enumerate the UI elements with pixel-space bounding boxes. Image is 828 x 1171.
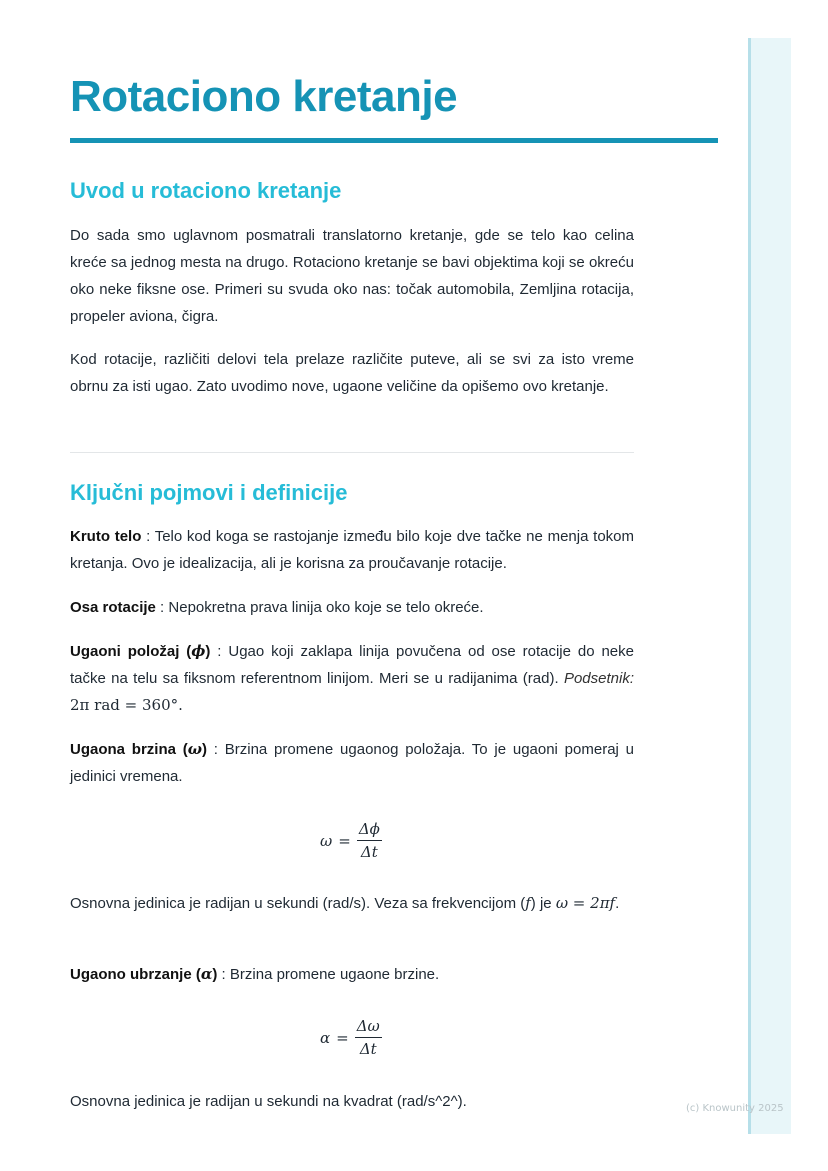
definition-text: : Ugao koji zaklapa linija povučena od ose rotacije do neke tačke na telu sa fiksnom referentnom linijom. Meri se u radijanima (rad). [70,643,634,687]
angular-acceleration-unit: Osnovna jedinica je radijan u sekundi na kvadrat (rad/s^2^). [70,1093,467,1110]
intro-paragraph-2: Kod rotacije, različiti delovi tela prelaze različite puteve, ali se svi za isto vreme obrnu za isti ugao. Zato uvodimo nove, ugaone veličine da opišemo ovo kretanje. [70,351,634,395]
definition-text: : Brzina promene ugaonog položaja. To je ugaoni pomeraj u jedinici vremena. [70,741,634,785]
angular-velocity-unit: Osnovna jedinica je radijan u sekundi (rad/s). Veza sa frekvencijom (f) je ω = 2πf. [70,894,620,912]
title-divider [70,138,718,143]
angular-velocity-formula [320,820,382,861]
definition-text: : Nepokretna prava linija oko koje se telo okreće. [155,599,484,616]
side-decoration-band [748,38,791,1134]
formula-fraction [355,1017,382,1058]
term-rigid-body: Kruto telo [70,528,142,545]
reminder-formula: 2π rad = 360°. [70,696,183,714]
definition-rigid-body [70,523,634,577]
phi-symbol: ϕ [191,642,206,660]
formula-lhs: α [320,1028,331,1047]
alpha-symbol: α [200,965,213,983]
definition-text: : Telo kod koga se rastojanje između bilo koje dve tačke ne menja tokom kretanja. Ovo je idealizacija, ali je korisna za proučavanje rotacije. [70,528,634,572]
term-angular-acceleration: Ugaono ubrzanje (α) [70,965,218,983]
intro-paragraph-1: Do sada smo uglavnom posmatrali translatorno kretanje, gde se telo kao celina kreće sa jednog mesta na drugo. Rotaciono kretanje se bavi objektima koji se okreću oko neke fiksne ose. Primeri su svuda oko nas: točak automobila, Zemljina rotacija, propeler aviona, čigra. [70,227,634,325]
fraction-denominator: Δt [359,1040,377,1058]
definition-angular-velocity [70,736,634,790]
term-axis: Osa rotacije [70,599,156,616]
section-heading-definitions: Ključni pojmovi i definicije [70,480,348,505]
reminder-label: Podsetnik: [563,670,634,687]
definition-angular-position [70,638,634,719]
watermark: (c) Knowunity 2025 [686,1103,784,1114]
frequency-symbol: f [525,894,531,912]
definition-text: : Brzina promene ugaone brzine. [217,966,440,983]
fraction-numerator: Δϕ [357,820,382,841]
fraction-numerator: Δω [355,1017,382,1038]
definition-angular-acceleration [70,961,634,988]
term-angular-velocity: Ugaona brzina (ω) [70,740,208,758]
formula-equals: = [338,831,351,850]
term-angular-position: Ugaoni položaj (ϕ) [70,642,211,660]
formula-fraction [357,820,382,861]
formula-lhs: ω [320,831,333,850]
fraction-denominator: Δt [360,843,378,861]
angular-acceleration-formula [320,1017,382,1058]
section-divider [70,452,634,453]
page-title: Rotaciono kretanje [70,72,458,121]
formula-equals: = [336,1028,349,1047]
omega-symbol: ω [187,740,203,758]
definition-axis [70,594,634,621]
frequency-relation: ω = 2πf [555,894,616,912]
section-heading-intro: Uvod u rotaciono kretanje [70,178,342,203]
